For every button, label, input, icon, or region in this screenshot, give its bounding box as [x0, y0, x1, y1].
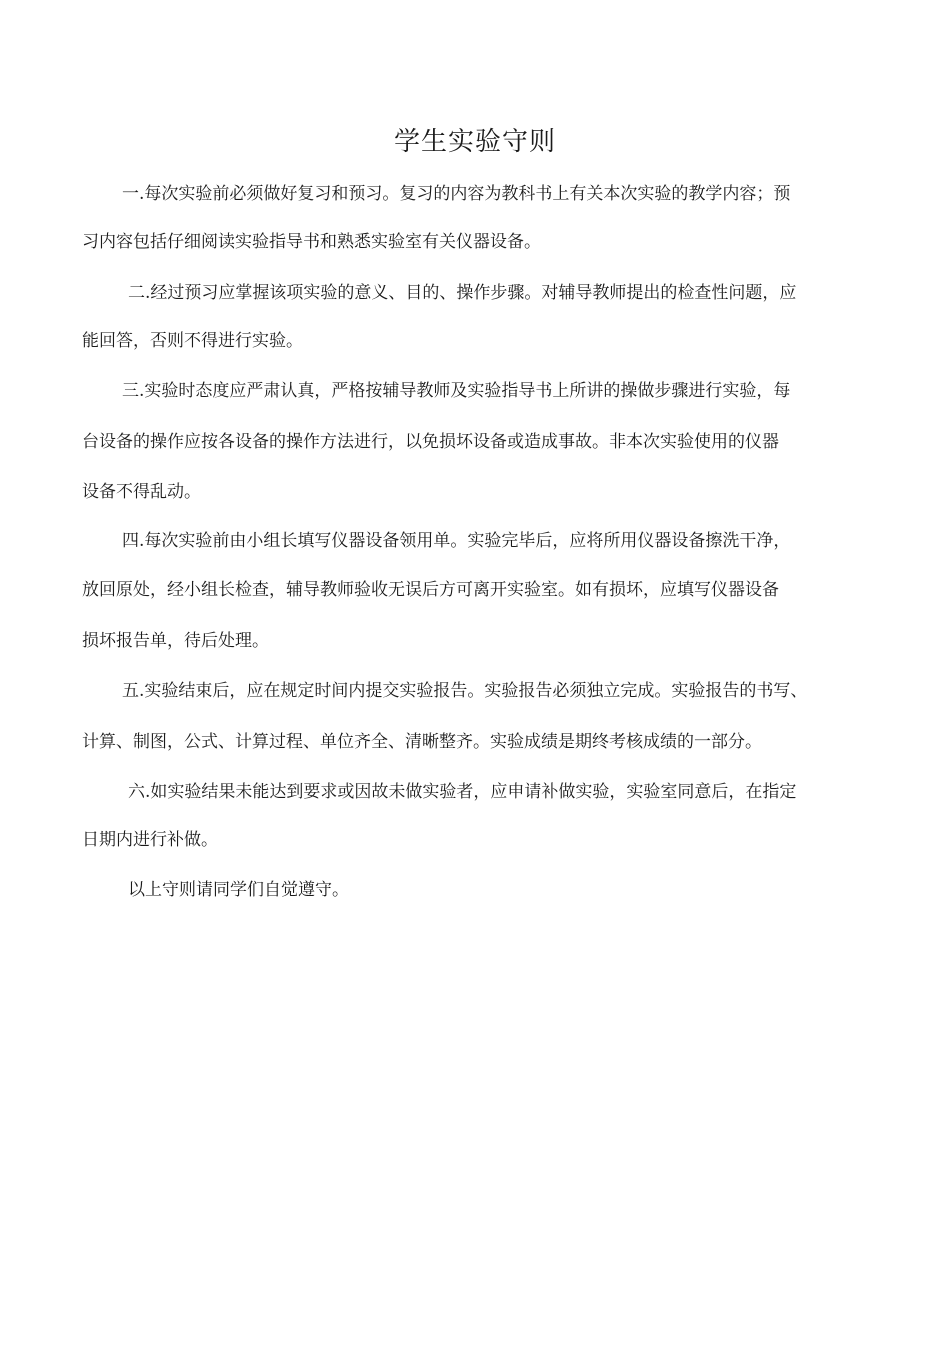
rule-2-line-1: 二.经过预习应掌握该项实验的意义、目的、操作步骤。对辅导教师提出的检查性问题，应	[128, 283, 797, 303]
document-title: 学生实验守则	[393, 127, 556, 157]
rule-3-line-3: 设备不得乱动。	[82, 482, 201, 502]
rule-4-line-3: 损坏报告单，待后处理。	[82, 631, 269, 651]
rule-6-line-2: 日期内进行补做。	[82, 830, 218, 850]
rule-1-line-2: 习内容包括仔细阅读实验指导书和熟悉实验室有关仪器设备。	[82, 232, 541, 252]
rule-4-line-2: 放回原处，经小组长检查，辅导教师验收无误后方可离开实验室。如有损坏，应填写仪器设备	[82, 580, 779, 600]
rule-4-line-1: 四.每次实验前由小组长填写仪器设备领用单。实验完毕后，应将所用仪器设备擦洗干净，	[122, 531, 791, 551]
rule-1-line-1: 一.每次实验前必须做好复习和预习。复习的内容为教科书上有关本次实验的教学内容；预	[122, 184, 791, 204]
rule-3-line-1: 三.实验时态度应严肃认真，严格按辅导教师及实验指导书上所讲的操做步骤进行实验，每	[122, 381, 791, 401]
rule-5-line-2: 计算、制图，公式、计算过程、单位齐全、清晰整齐。实验成绩是期终考核成绩的一部分。	[82, 732, 762, 752]
closing-note: 以上守则请同学们自觉遵守。	[128, 880, 349, 900]
rule-2-line-2: 能回答，否则不得进行实验。	[82, 331, 303, 351]
rule-6-line-1: 六.如实验结果未能达到要求或因故未做实验者，应申请补做实验，实验室同意后，在指定	[128, 782, 797, 802]
rule-5-line-1: 五.实验结束后，应在规定时间内提交实验报告。实验报告必须独立完成。实验报告的书写、	[122, 681, 808, 701]
rule-3-line-2: 台设备的操作应按各设备的操作方法进行，以免损坏设备或造成事故。非本次实验使用的仪器	[82, 432, 779, 452]
